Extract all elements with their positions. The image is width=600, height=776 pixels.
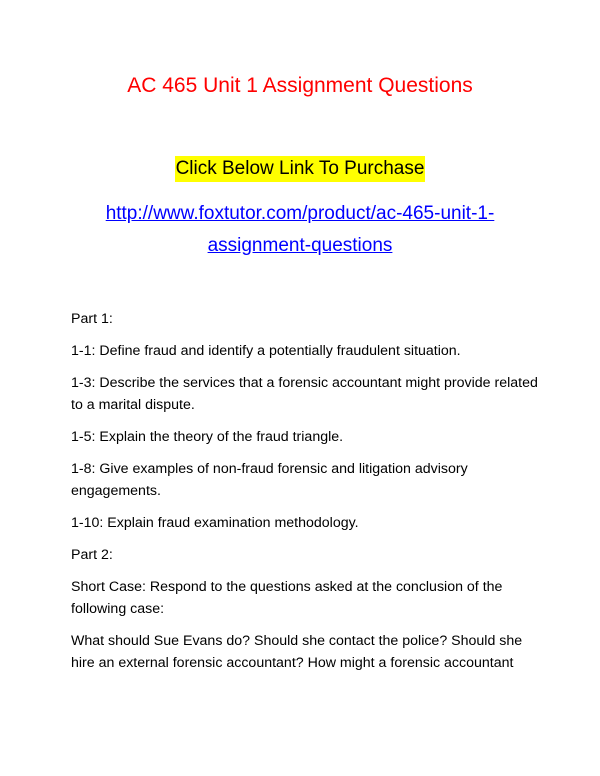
question-1-10: 1-10: Explain fraud examination methodology. [71,515,359,531]
document-title: AC 465 Unit 1 Assignment Questions [127,74,473,97]
question-1-3: 1-3: Describe the services that a forensic accountant might provide related to a marital dispute. [71,375,538,413]
purchase-label: Click Below Link To Purchase [175,156,426,182]
short-case-questions: What should Sue Evans do? Should she contact the police? Should she hire an external forensic accountant? How might a forensic accountant [71,633,523,671]
part-2-heading: Part 2: [71,547,113,563]
short-case-intro: Short Case: Respond to the questions asked at the conclusion of the following case: [71,579,503,617]
question-1-8: 1-8: Give examples of non-fraud forensic and litigation advisory engagements. [71,461,468,499]
document-body [71,308,541,684]
purchase-label-row [0,156,600,182]
question-1-1: 1-1: Define fraud and identify a potentially fraudulent situation. [71,343,461,359]
purchase-link[interactable]: http://www.foxtutor.com/product/ac-465-unit-1-assignment-questions [105,203,495,256]
question-1-5: 1-5: Explain the theory of the fraud triangle. [71,429,344,445]
part-1-heading: Part 1: [71,311,113,327]
